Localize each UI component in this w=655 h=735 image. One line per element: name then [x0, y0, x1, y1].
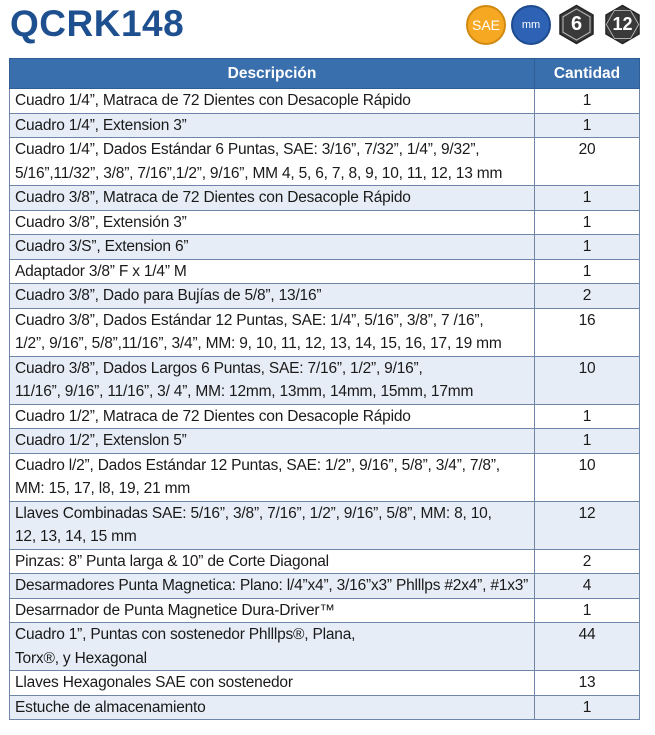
- item-description: [10, 235, 535, 260]
- twelve-point-label: 12: [612, 14, 633, 34]
- mm-badge: [511, 5, 551, 45]
- table-row: [10, 356, 640, 404]
- product-code-title: QCRK148: [10, 3, 185, 44]
- six-point-hex-badge: [556, 4, 597, 45]
- table-row: [10, 549, 640, 574]
- description-column-header: Descripción: [10, 59, 535, 89]
- item-quantity: 2: [535, 549, 640, 574]
- description-line: Cuadro 3/8”, Matraca de 72 Dientes con Desacople Rápido: [15, 189, 411, 206]
- description-line: Cuadro 3/8”, Dados Largos 6 Puntas, SAE: 7/16”, 1/2”, 9/16”,: [15, 359, 423, 377]
- item-description: [10, 501, 535, 549]
- item-description: [10, 549, 535, 574]
- item-description: [10, 138, 535, 186]
- description-line: MM: 15, 17, l8, 19, 21 mm: [15, 480, 191, 497]
- description-line: Cuadro 1/4”, Extension 3”: [15, 116, 187, 134]
- description-line: Estuche de almacenamiento: [15, 698, 206, 716]
- sae-badge: [466, 5, 506, 45]
- item-quantity: 1: [535, 186, 640, 211]
- item-quantity: 1: [535, 235, 640, 260]
- spec-badges: [466, 4, 643, 45]
- item-quantity: 10: [535, 356, 640, 404]
- item-quantity: 1: [535, 404, 640, 429]
- item-quantity: 10: [535, 453, 640, 501]
- item-quantity: 20: [535, 138, 640, 186]
- item-quantity: 16: [535, 308, 640, 356]
- table-row: [10, 501, 640, 549]
- item-quantity: 4: [535, 574, 640, 599]
- item-quantity: 1: [535, 695, 640, 720]
- table-row: [10, 695, 640, 720]
- item-quantity: 1: [535, 259, 640, 284]
- twelve-point-hex-badge: [602, 4, 643, 45]
- item-description: [10, 113, 535, 138]
- item-description: [10, 623, 535, 671]
- table-header-row: [10, 59, 640, 89]
- description-line: Cuadro 1”, Puntas con sostenedor Phlllps®, Plana,: [15, 626, 356, 643]
- item-description: [10, 89, 535, 114]
- table-row: [10, 138, 640, 186]
- table-row: [10, 89, 640, 114]
- item-description: [10, 284, 535, 309]
- description-line: Llaves Hexagonales SAE con sostenedor: [15, 674, 293, 691]
- description-line: Cuadro 1/4”, Matraca de 72 Dientes con Desacople Rápido: [15, 92, 411, 109]
- item-description: [10, 574, 535, 599]
- item-quantity: 1: [535, 429, 640, 454]
- item-quantity: 44: [535, 623, 640, 671]
- table-row: [10, 404, 640, 429]
- sae-badge-label: SAE: [471, 16, 500, 33]
- description-line: 5/16”,11/32”, 3/8”, 7/16”,1/2”, 9/16”, MM 4, 5, 6, 7, 8, 9, 10, 11, 12, 13 mm: [15, 164, 503, 182]
- description-line: Adaptador 3/8” F x 1/4” M: [15, 262, 187, 280]
- table-row: [10, 259, 640, 284]
- item-quantity: 1: [535, 598, 640, 623]
- item-description: [10, 671, 535, 696]
- six-point-label: 6: [570, 13, 583, 35]
- description-line: Cuadro 3/8”, Dados Estándar 12 Puntas, SAE: 1/4”, 5/16”, 3/8”, 7 /16”,: [15, 311, 484, 329]
- table-body: [10, 89, 640, 720]
- item-description: [10, 356, 535, 404]
- item-quantity: 13: [535, 671, 640, 696]
- table-row: [10, 186, 640, 211]
- item-description: [10, 186, 535, 211]
- item-description: [10, 404, 535, 429]
- table-row: [10, 235, 640, 260]
- description-line: Cuadro l/2”, Dados Estándar 12 Puntas, SAE: 1/2”, 9/16”, 5/8”, 3/4”, 7/8”,: [15, 456, 500, 474]
- description-line: Cuadro 3/8”, Dado para Bujías de 5/8”, 13/16”: [15, 287, 322, 304]
- table-row: [10, 574, 640, 599]
- description-line: Cuadro 1/2”, Extenslon 5”: [15, 432, 187, 449]
- description-line: Desarrnador de Punta Magnetice Dura-Driver™: [15, 601, 335, 619]
- description-line: Cuadro 3/8”, Extensión 3”: [15, 213, 187, 231]
- item-quantity: 1: [535, 113, 640, 138]
- description-line: Cuadro 3/S”, Extension 6”: [15, 238, 189, 255]
- item-quantity: 1: [535, 210, 640, 235]
- description-line: Pinzas: 8” Punta larga & 10” de Corte Diagonal: [15, 552, 329, 570]
- description-line: Torx®, y Hexagonal: [15, 649, 147, 667]
- table-row: [10, 113, 640, 138]
- table-row: [10, 429, 640, 454]
- item-description: [10, 429, 535, 454]
- item-description: [10, 308, 535, 356]
- description-line: Cuadro 1/2”, Matraca de 72 Dientes con Desacople Rápido: [15, 407, 411, 425]
- description-line: 11/16”, 9/16”, 11/16”, 3/ 4”, MM: 12mm, 13mm, 14mm, 15mm, 17mm: [15, 383, 474, 400]
- item-description: [10, 598, 535, 623]
- table-row: [10, 453, 640, 501]
- item-description: [10, 210, 535, 235]
- description-line: 1/2”, 9/16”, 5/8”,11/16”, 3/4”, MM: 9, 10, 11, 12, 13, 14, 15, 16, 17, 19 mm: [15, 335, 502, 352]
- table-row: [10, 671, 640, 696]
- description-line: 12, 13, 14, 15 mm: [15, 528, 137, 545]
- contents-table: [9, 58, 640, 720]
- table-row: [10, 284, 640, 309]
- item-quantity: 12: [535, 501, 640, 549]
- table-row: [10, 210, 640, 235]
- description-line: Llaves Combinadas SAE: 5/16”, 3/8”, 7/16”, 1/2”, 9/16”, 5/8”, MM: 8, 10,: [15, 504, 492, 522]
- item-quantity: 2: [535, 284, 640, 309]
- mm-badge-label: mm: [521, 18, 541, 31]
- description-line: Desarmadores Punta Magnetica: Plano: l/4”x4”, 3/16”x3” Phlllps #2x4”, #1x3”: [15, 577, 529, 594]
- description-line: Cuadro 1/4”, Dados Estándar 6 Puntas, SAE: 3/16”, 7/32”, 1/4”, 9/32”,: [15, 141, 480, 158]
- item-description: [10, 695, 535, 720]
- table-row: [10, 623, 640, 671]
- table-row: [10, 308, 640, 356]
- table-row: [10, 598, 640, 623]
- item-description: [10, 453, 535, 501]
- item-description: [10, 259, 535, 284]
- quantity-column-header: Cantidad: [535, 59, 640, 89]
- item-quantity: 1: [535, 89, 640, 114]
